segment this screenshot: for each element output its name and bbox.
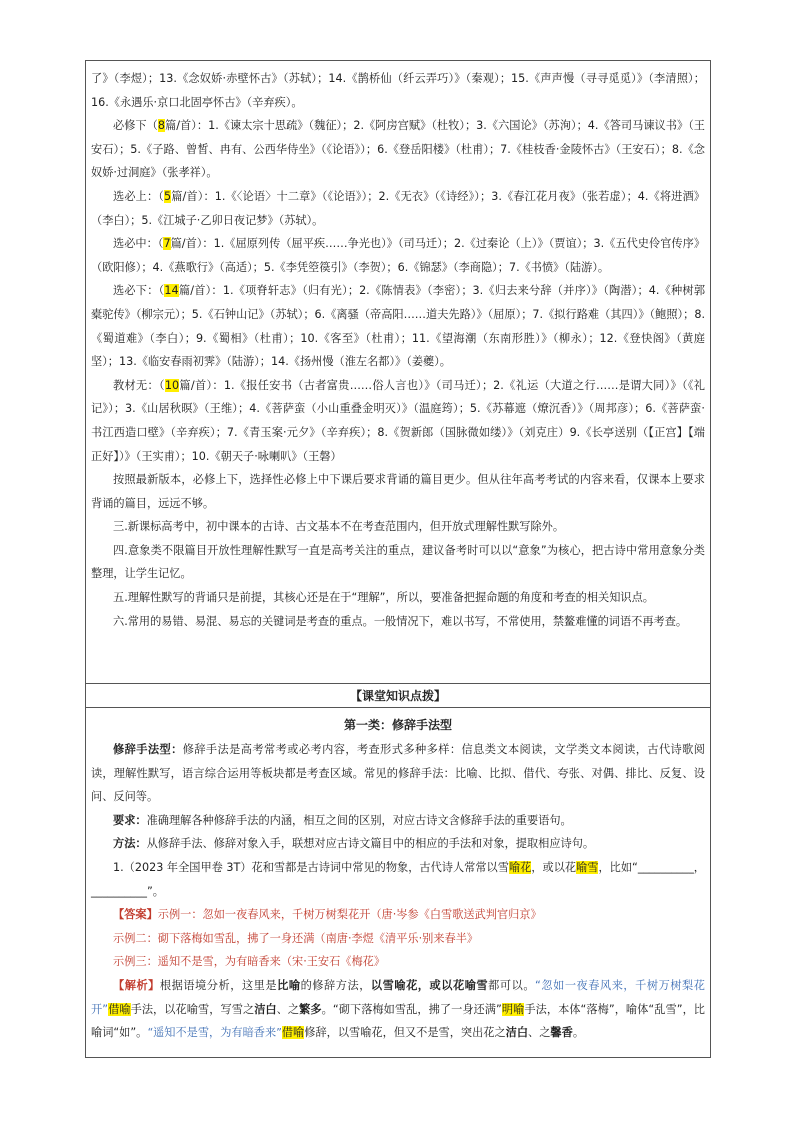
note-paragraph: 六.常用的易错、易混、易忘的关键词是考查的重点。一般情况下，难以书写，不常使用，禁鳌难懂的词语不再考查。: [113, 614, 688, 628]
note-paragraph: 按照最新版本，必修上下，选择性必修上中下课后要求背诵的篇目更少。但从往年高考考试的内容来看，仅课本上要求背诵的篇目，远远不够。: [91, 473, 705, 510]
jiaocaiwu-list: 教材无：（10篇/首）：1.《报任安书（古者富贵……俗人言也）》（司马迁）；2.《礼运（大道之行……是谓大同）》（《礼记》）；3.《山居秋暝》（王维）；4.《菩萨蛮（小山重叠金明灭）》（温庭筠）；5.《苏幕遮（燎沉香）》（周邦彦）；6.《菩萨蛮·书江西造口壁》（辛弃疾）；7.《青玉案·元夕》（辛弃疾）；8.《贺新郎（国脉微如缕）》（刘克庄）9.《长亭送别（【正宫】【端正好】）》（王实甫）；10.《朝天子·咏喇叭》（王磐）: [91, 378, 705, 463]
xuanbishang-list: 选必上：（5篇/首）：1.《〈论语〉十二章》（《论语》）；2.《无衣》（《诗经》）；3.《春江花月夜》（张若虚）；4.《将进酒》（李白）；5.《江城子·乙卯日夜记梦》（苏轼）。: [91, 189, 705, 227]
keyword-highlight: 喻雪: [576, 860, 599, 874]
answer-tag: 【答案】: [113, 908, 158, 922]
count-highlight: 10: [164, 378, 180, 392]
xuanbizhong-list: 选必中：（7篇/首）：1.《屈原列传（屈平疾……争光也）》（司马迁）；2.《过秦论（上）》（贾谊）；3.《五代史伶官传序》（欧阳修）；4.《燕歌行》（高适）；5.《李凭箜篌引》（李贺）；6.《锦瑟》（李商隐）；7.《书愤》（陆游）。: [91, 237, 706, 274]
analysis-tag: 【解析】: [113, 978, 160, 992]
xuanbixia-list: 选必下：（14篇/首）：1.《项脊轩志》（归有光）；2.《陈情表》（李密）；3.《归去来兮辞（并序）》（陶潜）；4.《种树郭橐驼传》（柳宗元）；5.《石钟山记》（苏轼）；6.《离骚（帝高阳……道夫先路）》（屈原）；7.《拟行路难（其四）》（鲍照）；8.《蜀道难》（李白）；9.《蜀相》（杜甫）；10.《客至》（杜甫）；11.《望海潮（东南形胜）》（柳永）；12.《登快阁》（黄庭坚）；13.《临安春雨初霁》（陆游）；14.《扬州慢（淮左名都）》（姜夔）。: [91, 284, 706, 369]
answer-example-3: 示例三：遥知不是雪，为有暗香来（宋·王安石《梅花》: [113, 955, 386, 969]
reading-list-cell: [86, 61, 710, 684]
answer-example-1: 【答案】示例一：忽如一夜春风来，千树万树梨花开（唐·岑参《白雪歌送武判官归京》: [113, 908, 542, 922]
keyword-highlight: 喻花: [508, 860, 532, 874]
content-table: [85, 60, 711, 1058]
question-paragraph: 1.（2023 年全国甲卷 3T）花和雪都是古诗词中常见的物象，古代诗人常常以雪喻花，或以花喻雪，比如“__________，__________”。: [91, 860, 705, 898]
answer-example-2: 示例二：砌下落梅如雪乱，拂了一身还满（南唐·李煜《清平乐·别来春半》: [113, 931, 479, 945]
bixiuxia-list: 必修下（8篇/首）：1.《谏太宗十思疏》（魏征）；2.《阿房宫赋》（杜牧）；3.《六国论》（苏洵）；4.《答司马谏议书》（王安石）；5.《子路、曾皙、冉有、公西华侍坐》（《论语》）；6.《登岳阳楼》（杜甫）；7.《桂枝香·金陵怀古》（王安石）；8.《念奴娇·过洞庭》（张孝祥）。: [91, 119, 705, 180]
note-paragraph: 四.意象类不限篇目开放性理解性默写一直是高考关注的重点，建议备考时可以以“意象”为核心，把古诗中常用意象分类整理，让学生记忆。: [91, 543, 705, 581]
count-highlight: 14: [164, 284, 179, 298]
section-header: 【课堂知识点拨】: [86, 684, 710, 708]
note-paragraph: 三.新课标高考中，初中课本的古诗、古文基本不在考查范围内，但开放式理解性默写除外。: [113, 520, 565, 534]
section-title: 第一类：修辞手法型: [343, 718, 452, 732]
count-highlight: 7: [163, 237, 171, 251]
requirement-paragraph: 要求：准确理解各种修辞手法的内涵，相互之间的区别，对应古诗文含修辞手法的重要语句。: [113, 813, 572, 827]
count-highlight: 8: [157, 119, 165, 133]
method-paragraph: 方法：从修辞手法、修辞对象入手，联想对应古诗文篇目中的相应的手法和对象，提取相应诗句。: [113, 837, 595, 851]
keyword-highlight: 明喻: [501, 1002, 525, 1016]
analysis-paragraph: 【解析】根据语境分析，这里是比喻的修辞方法，以雪喻花，或以花喻雪都可以。“忽如一夜春风来，千树万树梨花开”借喻手法，以花喻雪，写雪之洁白、之繁多。“砌下落梅如雪乱，拂了一身还满”明喻手法，本体“落梅”，喻体“乱雪”，比喻词“如”。“遥知不是雪，为有暗香来”借喻修辞，以雪喻花，但又不是雪，突出花之洁白、之馨香。: [91, 978, 705, 1040]
keyword-highlight: 借喻: [281, 1026, 305, 1040]
note-paragraph: 五.理解性默写的背诵只是前提，其核心还是在于“理解”，所以，要准备把握命题的角度和考查的相关知识点。: [113, 591, 654, 605]
knowledge-cell: [86, 708, 710, 1057]
poem-list-continued: 了》（李煜）；13.《念奴娇·赤壁怀古》（苏轼）；14.《鹊桥仙（纤云弄巧）》（秦观）；15.《声声慢（寻寻觅觅）》（李清照）；16.《永遇乐·京口北固亭怀古》（辛弃疾）。: [91, 72, 705, 109]
rhetoric-paragraph: 修辞手法型：修辞手法是高考常考或必考内容，考查形式多种多样：信息类文本阅读，文学类文本阅读，古代诗歌阅读，理解性默写，语言综合运用等板块都是考查区域。常见的修辞手法：比喻、比拟、借代、夸张、对偶、排比、反复、设问、反问等。: [91, 743, 705, 804]
keyword-highlight: 借喻: [108, 1002, 131, 1016]
count-highlight: 5: [163, 189, 172, 203]
